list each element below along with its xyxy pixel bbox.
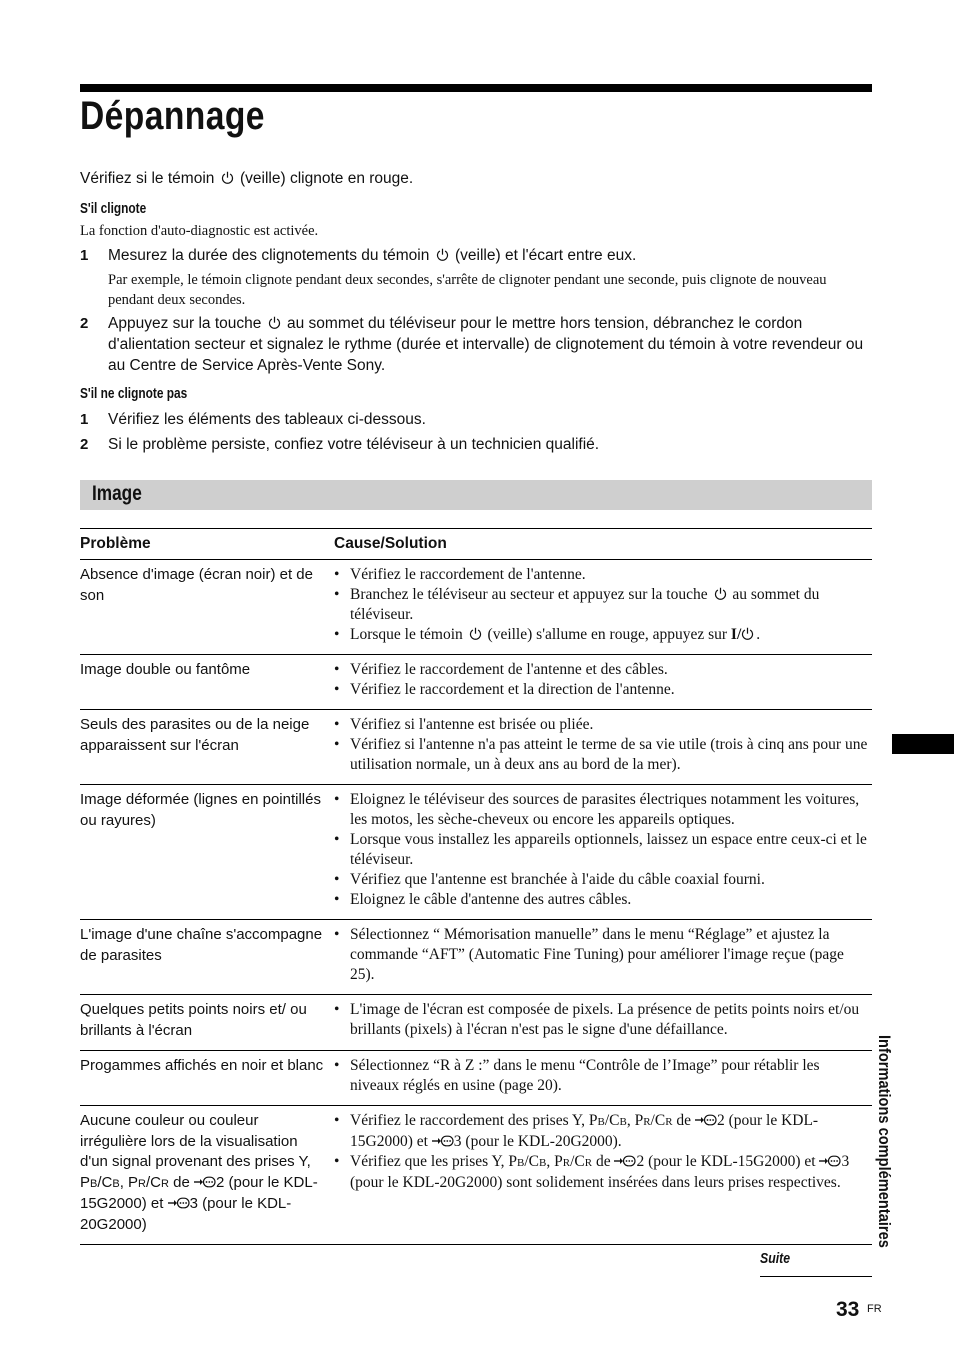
bullet-text: B [619,1116,627,1128]
table-row [80,1106,872,1245]
blinking-step-1 [108,245,872,266]
solution-cell [334,1106,872,1245]
power-icon [268,316,281,329]
bullet-text: Branchez le téléviseur au secteur et appuyez sur la touche [350,586,708,603]
bullet-text: Lorsque le témoin [350,626,463,643]
not-blinking-step-2: Si le problème persiste, confiez votre téléviseur à un technicien qualifié. [108,436,600,453]
table-row [80,710,872,785]
step-number: 1 [80,247,89,264]
on-standby-icon: I/ [730,626,742,643]
solution-cell [334,785,872,920]
table-row [80,1051,872,1106]
problem-text: R [138,1177,146,1190]
bullet-text: R [643,1116,651,1128]
step-text-after: (veille) et l'écart entre eux. [455,247,637,264]
bullet-text: , P [546,1153,563,1170]
blinking-desc: La fonction d'auto-diagnostic est activée. [80,223,319,239]
section-title: Image [92,482,142,505]
problem-cell: Absence d'image (écran noir) et de son [80,560,334,655]
problem-text: 3 (pour le KDL-20G2000) [80,1195,292,1233]
step-text-after: au sommet du téléviseur pour le mettre hors tension, débranchez le cordon d'alientation secteur et signalez le rythme (durée et intervalle) de clignotement du témoin à votre revendeur ou au Centre de Service Après-Vente Sony. [108,315,864,374]
solution-bullet: • Vérifiez le raccordement de l'antenne et des câbles. [334,660,872,680]
not-blinking-step-1: Vérifiez les éléments des tableaux ci-dessous. [108,411,426,428]
problem-text: 2 (pour le KDL-15G2000) et [80,1173,318,1212]
solution-bullet: • Eloignez le câble d'antenne des autres câbles. [334,890,872,910]
solution-cell [334,920,872,995]
problem-cell: Progammes affichés en noir et blanc [80,1051,334,1106]
solution-bullet: • Sélectionnez “ Mémorisation manuelle” dans le menu “Réglage” et ajustez la commande “AFT” (Automatic Fine Tuning) pour améliorer l'image reçue (page 25). [334,925,872,985]
component-input-icon [432,1135,454,1147]
bullet-text: 2 (pour le KDL-15G2000) et [350,1112,819,1150]
power-icon [436,248,449,261]
step-number: 1 [80,411,89,428]
table-row [80,655,872,710]
problem-cell: Image double ou fantôme [80,655,334,710]
solution-bullet: • Vérifiez que l'antenne est branchée à l'aide du câble coaxial fourni. [334,870,872,890]
solution-bullet [334,625,872,645]
blinking-heading: S'il clignote [80,201,147,217]
solution-cell [334,655,872,710]
bullet-text: 3 (pour le KDL-20G2000) sont solidement insérées dans leurs prises respectives. [350,1153,850,1191]
power-icon [469,627,482,640]
page-title: Dépannage [80,94,265,138]
power-icon [741,627,754,640]
not-blinking-heading: S'il ne clignote pas [80,386,188,402]
solution-cell [334,560,872,655]
solution-bullet: • Vérifiez si l'antenne est brisée ou pliée. [334,715,872,735]
power-icon [714,587,727,600]
col-problem-header: Problème [80,529,334,560]
side-section-label [874,1035,894,1283]
solution-cell [334,995,872,1051]
bullet-text: de [592,1153,615,1170]
bullet-text: R [562,1157,571,1169]
bullet-text: de [672,1112,695,1129]
continued-label: Suite [760,1250,791,1267]
step-number: 2 [80,436,89,453]
page-number: 33 [836,1298,860,1321]
bullet-text: R [584,1157,593,1169]
table-row [80,920,872,995]
table-row [80,995,872,1051]
problem-text: /C [97,1173,113,1191]
solution-bullet: • Lorsque vous installez les appareils optionnels, laissez un espace entre ceux-ci et le téléviseur. [334,830,872,870]
continued-rule [760,1276,872,1277]
bullet-text: , P [626,1112,644,1129]
intro-text-before: Vérifiez si le témoin [80,170,215,187]
problem-text: de [168,1173,194,1191]
problem-cell: Seuls des parasites ou de la neige apparaissent sur l'écran [80,710,334,785]
col-solution-header: Cause/Solution [334,529,872,560]
bullet-text: /C [604,1112,620,1129]
solution-bullet: • Vérifiez le raccordement et la direction de l'antenne. [334,680,872,700]
problem-text: /C [146,1173,161,1191]
step-text-before: Appuyez sur la touche [108,315,262,332]
troubleshooting-table [80,528,872,1245]
solution-bullet [334,1152,872,1193]
solution-bullet [334,585,872,625]
power-icon [221,171,234,184]
bullet-text: 3 (pour le KDL-20G2000). [453,1133,622,1150]
problem-cell: L'image d'une chaîne s'accompagne de parasites [80,920,334,995]
bullet-text: (veille) s'allume en rouge, appuyez sur [487,626,728,643]
side-section-label-text: Informations complémentaires [875,1035,894,1248]
solution-cell [334,1051,872,1106]
solution-bullet: • Vérifiez le raccordement de l'antenne. [334,565,872,585]
component-input-icon [168,1197,190,1209]
solution-bullet: • Sélectionnez “R à Z :” dans le menu “Contrôle de l’Image” pour rétablir les niveaux réglés en usine (page 20). [334,1056,872,1096]
problem-text: , P [119,1173,139,1191]
intro-text-after: (veille) clignote en rouge. [240,170,414,187]
side-tab-marker [892,734,954,754]
solution-bullet [334,1111,872,1152]
table-header [80,529,872,560]
table-row [80,785,872,920]
intro-line [80,170,413,188]
step-text-before: Mesurez la durée des clignotements du témoin [108,247,430,264]
problem-text: B [90,1177,98,1190]
solution-bullet: • L'image de l'écran est composée de pixels. La présence de petits points noirs et/ou brillants (pixels) à l'écran n'est pas le signe d'une défaillance. [334,1000,872,1040]
solution-cell [334,710,872,785]
problem-text: R [161,1177,169,1190]
bullet-text: 2 (pour le KDL-15G2000) et [636,1153,820,1170]
bullet-text: Vérifiez que les prises Y, P [350,1153,518,1170]
title-rule [80,84,872,92]
blinking-step-1-note: Par exemple, le témoin clignote pendant deux secondes, s'arrête de clignoter pendant une seconde, puis clignote de nouveau pendant deux secondes. [108,272,827,308]
problem-cell: Quelques petits points noirs et/ ou brillants à l'écran [80,995,334,1051]
solution-bullet: • Eloignez le téléviseur des sources de parasites électriques notamment les voitures, les motos, les sèche-cheveux ou encore les appareils optiques. [334,790,872,830]
problem-text: Aucune couleur ou couleur irrégulière lors de la visualisation d'un signal provenant des prises Y, P [80,1112,311,1191]
solution-bullet: • Vérifiez si l'antenne n'a pas atteint le terme de sa vie utile (trois à cinq ans pour une utilisation normale, un à deux ans au bord de la mer). [334,735,872,775]
bullet-text: B [539,1157,547,1169]
blinking-step-2 [108,313,872,376]
bullet-text: B [517,1157,525,1169]
component-input-icon [194,1176,216,1188]
problem-cell [80,1106,334,1245]
bullet-text: B [597,1116,605,1128]
bullet-text: /C [650,1112,666,1129]
bullet-text: . [756,626,761,643]
component-input-icon [695,1114,717,1126]
bullet-text: R [665,1116,673,1128]
section-bar [80,480,872,510]
bullet-text: au sommet du téléviseur. [350,586,820,623]
problem-text: B [112,1177,120,1190]
component-input-icon [614,1155,636,1167]
bullet-text: /C [524,1153,540,1170]
table-row [80,560,872,655]
bullet-text: /C [570,1153,585,1170]
step-number: 2 [80,315,89,332]
page-language: FR [867,1303,882,1315]
problem-cell: Image déformée (lignes en pointillés ou rayures) [80,785,334,920]
bullet-text: Vérifiez le raccordement des prises Y, P [350,1112,598,1129]
component-input-icon [819,1155,841,1167]
